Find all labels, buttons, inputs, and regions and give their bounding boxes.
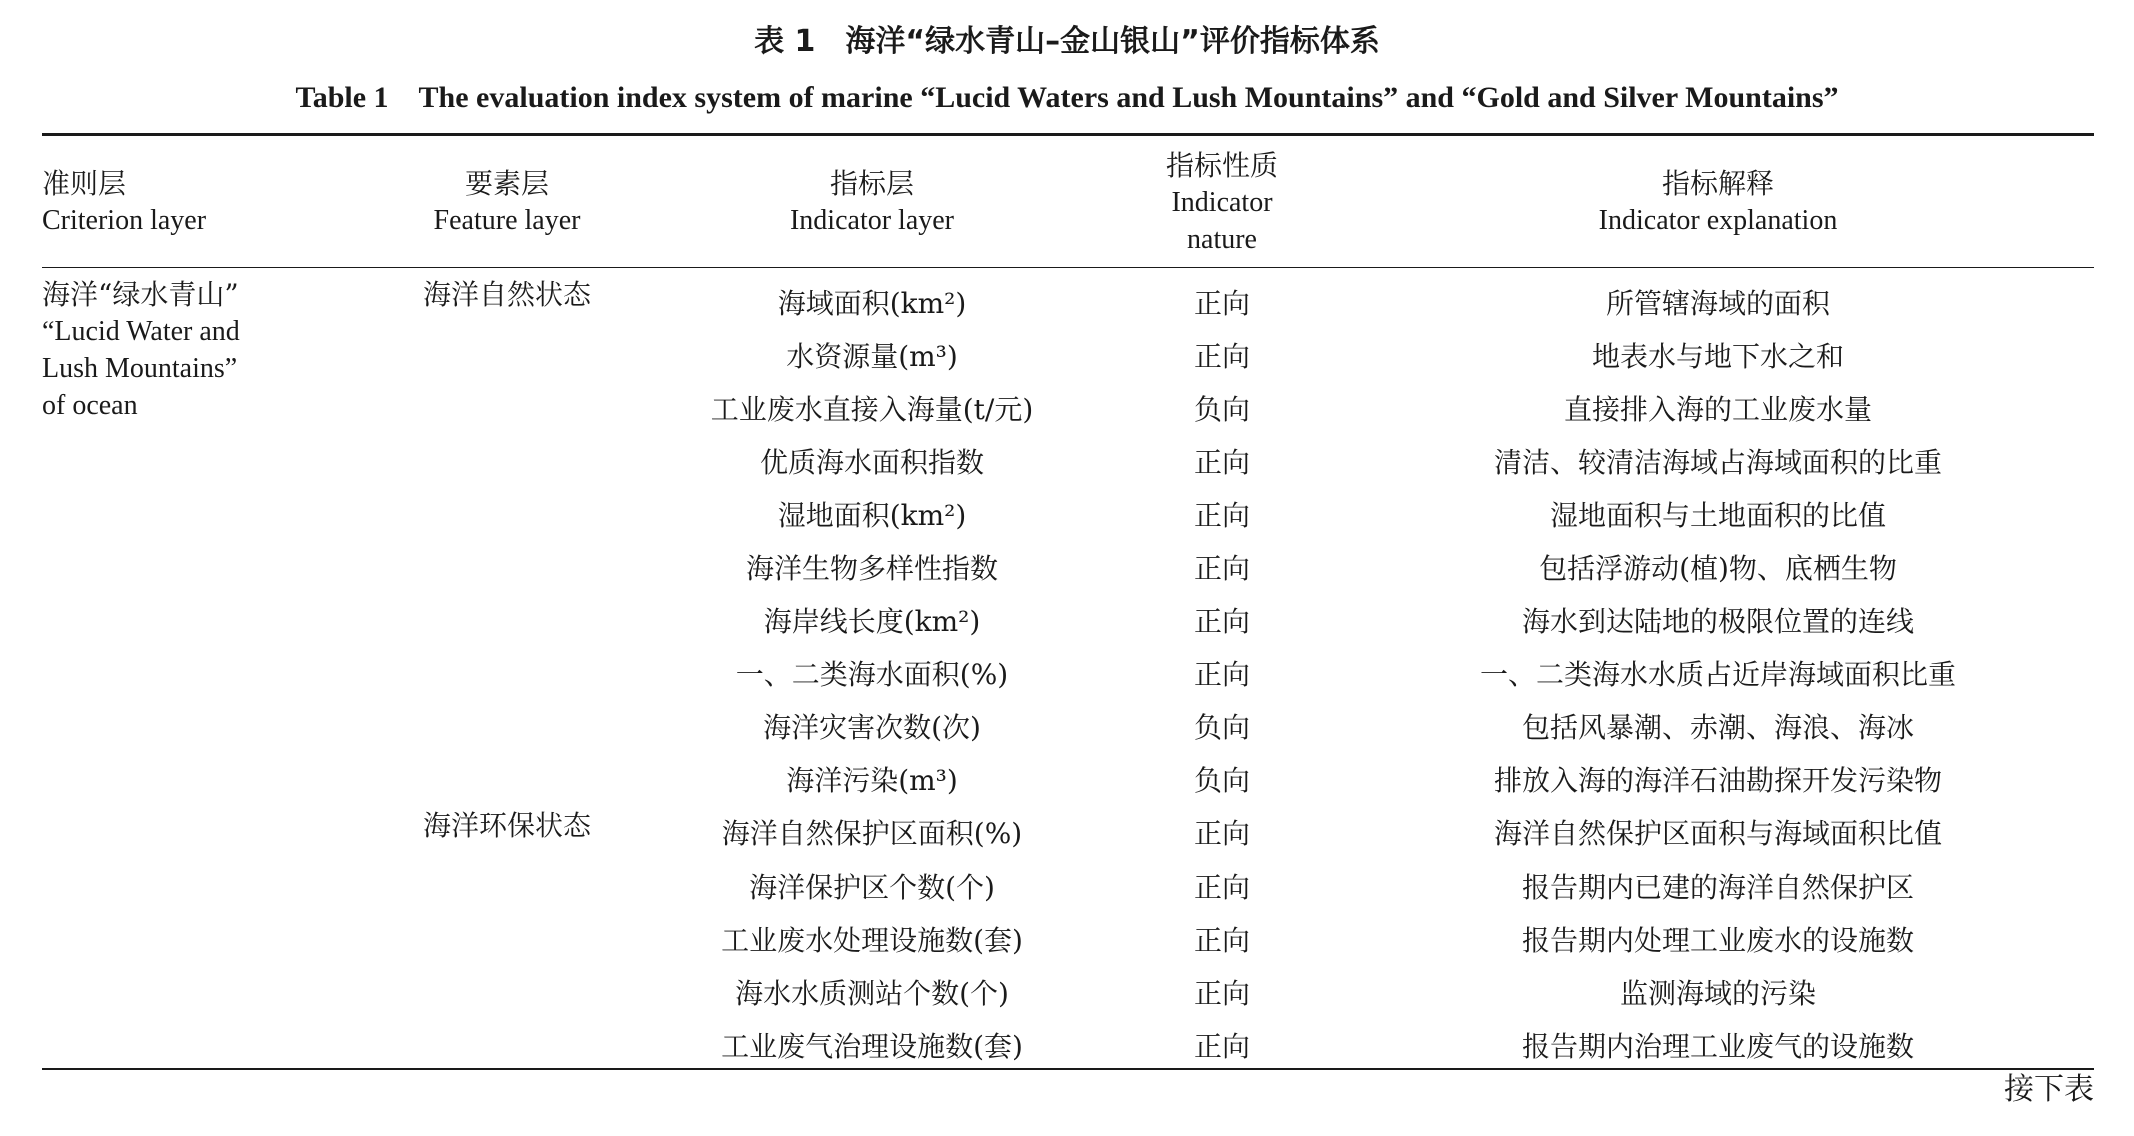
explanation-cell: 包括浮游动(植)物、底栖生物 bbox=[1539, 552, 1897, 586]
header-indicator-layer bbox=[642, 140, 1102, 264]
header-feature-en: Feature layer bbox=[433, 205, 581, 236]
indicator-cell: 海水水质测站个数(个) bbox=[735, 976, 1009, 1010]
header-nature-cn: 指标性质 bbox=[1165, 148, 1278, 182]
nature-cell: 负向 bbox=[1193, 711, 1250, 745]
table-row bbox=[642, 540, 2094, 593]
indicator-cell: 湿地面积(km²) bbox=[777, 498, 967, 532]
criterion-en-line: “Lucid Water and bbox=[42, 316, 240, 347]
nature-cell: 正向 bbox=[1193, 552, 1250, 586]
explanation-cell: 所管辖海域的面积 bbox=[1605, 286, 1830, 320]
indicator-cell: 海岸线长度(km²) bbox=[763, 605, 981, 639]
table-row bbox=[642, 965, 2094, 1018]
explanation-cell: 排放入海的海洋石油勘探开发污染物 bbox=[1493, 764, 1942, 798]
table-row bbox=[642, 647, 2094, 700]
nature-cell: 正向 bbox=[1193, 976, 1250, 1010]
explanation-cell: 海洋自然保护区面积与海域面积比值 bbox=[1493, 817, 1942, 851]
header-nature-en-1: Indicator bbox=[1171, 186, 1273, 218]
header-explanation-en: Indicator explanation bbox=[1598, 205, 1838, 236]
explanation-cell: 海水到达陆地的极限位置的连线 bbox=[1521, 605, 1914, 639]
table-row bbox=[642, 487, 2094, 540]
indicator-cell: 工业废水处理设施数(套) bbox=[721, 923, 1023, 957]
table-row bbox=[642, 328, 2094, 381]
continued-note: 接下表 bbox=[2004, 1072, 2094, 1107]
header-feature-cn: 要素层 bbox=[464, 167, 549, 200]
nature-cell: 正向 bbox=[1193, 870, 1250, 904]
explanation-cell: 报告期内处理工业废水的设施数 bbox=[1521, 923, 1914, 957]
indicator-cell: 工业废气治理设施数(套) bbox=[721, 1029, 1023, 1063]
table-top-rule bbox=[42, 133, 2094, 136]
header-criterion-layer bbox=[42, 140, 372, 264]
explanation-cell: 报告期内治理工业废气的设施数 bbox=[1521, 1029, 1914, 1063]
header-explanation-cn: 指标解释 bbox=[1661, 167, 1774, 200]
table-row bbox=[642, 594, 2094, 647]
feature-protection-state: 海洋环保状态 bbox=[422, 809, 591, 842]
table-header-rule bbox=[42, 267, 2094, 268]
nature-cell: 正向 bbox=[1193, 498, 1250, 532]
table-row bbox=[642, 700, 2094, 753]
header-criterion-en: Criterion layer bbox=[42, 205, 207, 236]
nature-cell: 正向 bbox=[1193, 286, 1250, 320]
nature-cell: 正向 bbox=[1193, 1029, 1250, 1063]
table-row bbox=[642, 381, 2094, 434]
indicator-cell: 海洋灾害次数(次) bbox=[763, 711, 981, 745]
table-row bbox=[642, 753, 2094, 806]
nature-cell: 正向 bbox=[1193, 817, 1250, 851]
explanation-cell: 监测海域的污染 bbox=[1619, 976, 1816, 1010]
nature-cell: 负向 bbox=[1193, 392, 1250, 426]
nature-cell: 正向 bbox=[1193, 339, 1250, 373]
table-row bbox=[642, 912, 2094, 965]
explanation-cell: 湿地面积与土地面积的比值 bbox=[1549, 498, 1886, 532]
header-criterion-cn: 准则层 bbox=[42, 167, 127, 200]
criterion-en-line: Lush Mountains” bbox=[42, 353, 238, 384]
feature-natural-state: 海洋自然状态 bbox=[422, 278, 591, 311]
nature-cell: 正向 bbox=[1193, 445, 1250, 479]
nature-cell: 负向 bbox=[1193, 764, 1250, 798]
header-nature-en-2: nature bbox=[1187, 223, 1257, 255]
criterion-cn: 海洋“绿水青山” bbox=[42, 278, 239, 311]
explanation-cell: 直接排入海的工业废水量 bbox=[1563, 392, 1872, 426]
indicator-cell: 海洋生物多样性指数 bbox=[745, 552, 998, 586]
table-row bbox=[642, 275, 2094, 328]
table-row bbox=[642, 806, 2094, 859]
table-body bbox=[642, 275, 2094, 1071]
nature-cell: 正向 bbox=[1193, 605, 1250, 639]
indicator-cell: 海洋保护区个数(个) bbox=[749, 870, 995, 904]
criterion-en-line: of ocean bbox=[42, 390, 138, 421]
explanation-cell: 地表水与地下水之和 bbox=[1591, 339, 1844, 373]
table-title-cn: 表 1 海洋“绿水青山–金山银山”评价指标体系 bbox=[754, 24, 1380, 59]
header-indicator-en: Indicator layer bbox=[789, 205, 955, 236]
criterion-cell bbox=[42, 276, 372, 424]
indicator-cell: 海域面积(km²) bbox=[777, 286, 967, 320]
indicator-cell: 工业废水直接入海量(t/元) bbox=[710, 392, 1034, 426]
table-row bbox=[642, 434, 2094, 487]
indicator-cell: 海洋污染(m³) bbox=[786, 764, 958, 798]
table-title-en: Table 1 The evaluation index system of marine “Lucid Waters and Lush Mountains” and “Gold and Silver Mountains” bbox=[295, 81, 1839, 114]
nature-cell: 正向 bbox=[1193, 658, 1250, 692]
table-bottom-rule bbox=[42, 1068, 2094, 1070]
indicator-cell: 海洋自然保护区面积(%) bbox=[721, 817, 1023, 851]
indicator-cell: 一、二类海水面积(%) bbox=[735, 658, 1009, 692]
explanation-cell: 包括风暴潮、赤潮、海浪、海冰 bbox=[1521, 711, 1914, 745]
explanation-cell: 报告期内已建的海洋自然保护区 bbox=[1521, 870, 1914, 904]
table-row bbox=[642, 859, 2094, 912]
header-indicator-nature bbox=[1102, 140, 1342, 264]
header-indicator-explanation bbox=[1342, 140, 2094, 264]
header-indicator-cn: 指标层 bbox=[829, 167, 914, 200]
indicator-cell: 优质海水面积指数 bbox=[759, 445, 984, 479]
table-row bbox=[642, 1018, 2094, 1071]
explanation-cell: 清洁、较清洁海域占海域面积的比重 bbox=[1493, 445, 1942, 479]
indicator-cell: 水资源量(m³) bbox=[786, 339, 958, 373]
header-feature-layer bbox=[372, 140, 642, 264]
nature-cell: 正向 bbox=[1193, 923, 1250, 957]
explanation-cell: 一、二类海水水质占近岸海域面积比重 bbox=[1479, 658, 1956, 692]
